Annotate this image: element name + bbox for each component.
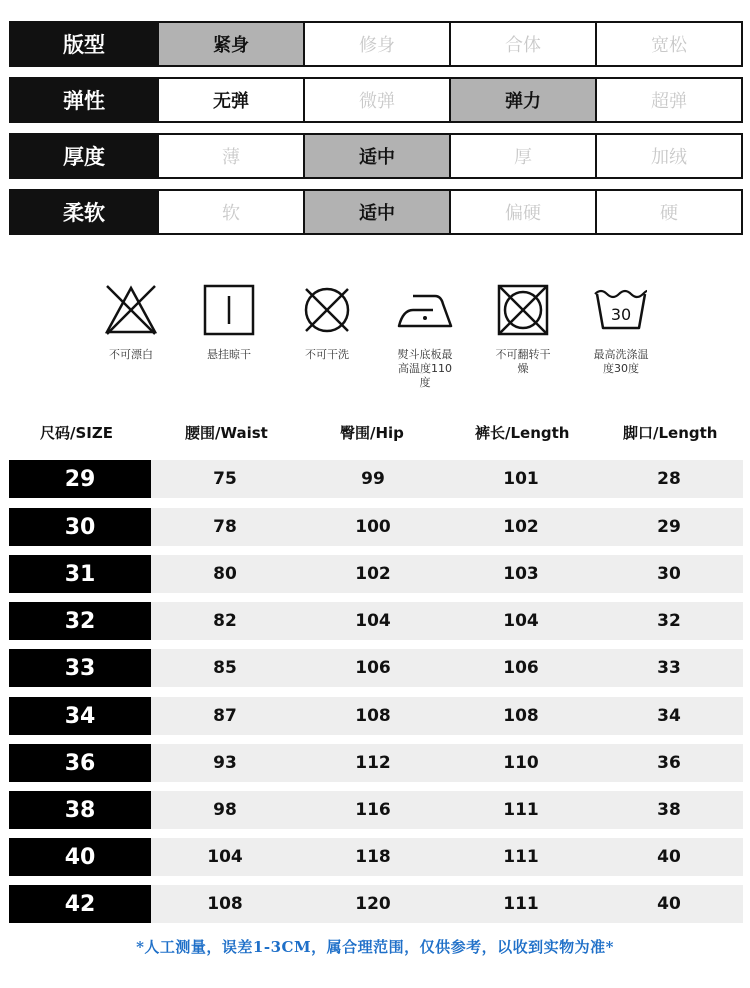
no-bleach-icon <box>103 282 159 338</box>
measurement-cell: 104 <box>503 611 539 631</box>
measurement-cell: 106 <box>503 658 539 678</box>
table-row <box>9 697 743 735</box>
measurement-cell: 106 <box>355 658 391 678</box>
size-header-size: 尺码/SIZE <box>40 424 113 442</box>
care-label: 不可翻转干燥 <box>495 348 551 375</box>
size-cell: 31 <box>9 555 151 593</box>
measurement-cell: 38 <box>657 800 681 820</box>
attribute-option: 硬 <box>597 191 741 233</box>
measurement-cell: 104 <box>207 847 243 867</box>
measurement-cell: 116 <box>355 800 391 820</box>
table-row <box>9 649 743 687</box>
attribute-option: 厚 <box>451 135 595 177</box>
measurement-cell: 102 <box>355 564 391 584</box>
size-header-hip: 臀围/Hip <box>340 424 404 442</box>
attribute-name: 弹性 <box>11 79 157 121</box>
care-label: 最高洗涤温度30度 <box>593 348 649 375</box>
iron-icon <box>395 282 455 338</box>
attribute-name: 版型 <box>11 23 157 65</box>
measurement-cells <box>151 508 743 546</box>
attribute-option: 微弹 <box>305 79 449 121</box>
size-cell: 38 <box>9 791 151 829</box>
care-label: 不可干洗 <box>305 348 349 361</box>
measurement-cell: 100 <box>355 517 391 537</box>
measurement-cell: 78 <box>213 517 237 537</box>
size-cell: 29 <box>9 460 151 498</box>
measurement-cell: 82 <box>213 611 237 631</box>
measurement-cells <box>151 697 743 735</box>
measurement-cell: 30 <box>657 564 681 584</box>
measurement-cell: 111 <box>503 800 539 820</box>
measurement-cell: 40 <box>657 847 681 867</box>
measurement-cell: 111 <box>503 847 539 867</box>
measurement-cell: 32 <box>657 611 681 631</box>
care-label: 不可漂白 <box>109 348 153 361</box>
table-row <box>9 791 743 829</box>
table-row <box>9 602 743 640</box>
size-cell: 34 <box>9 697 151 735</box>
attribute-option: 偏硬 <box>451 191 595 233</box>
size-header-hem: 脚口/Length <box>623 424 718 442</box>
attribute-option: 弹力 <box>451 79 595 121</box>
care-item-no-bleach <box>83 282 179 362</box>
measurement-cell: 111 <box>503 894 539 914</box>
measurement-cells <box>151 791 743 829</box>
wash-30-icon <box>591 282 651 338</box>
measurement-cell: 28 <box>657 469 681 489</box>
measurement-cell: 104 <box>355 611 391 631</box>
care-item-wash-30 <box>573 282 669 376</box>
measurement-cell: 40 <box>657 894 681 914</box>
measurement-cell: 101 <box>503 469 539 489</box>
table-row <box>9 508 743 546</box>
care-item-no-dry-clean <box>279 282 375 362</box>
attribute-option: 适中 <box>305 191 449 233</box>
hang-dry-icon <box>201 282 257 338</box>
attribute-row <box>9 77 743 123</box>
size-cell: 36 <box>9 744 151 782</box>
measurement-cells <box>151 838 743 876</box>
measurement-cell: 36 <box>657 753 681 773</box>
measurement-cells <box>151 744 743 782</box>
measurement-cell: 99 <box>361 469 385 489</box>
attribute-option: 软 <box>159 191 303 233</box>
measurement-cell: 112 <box>355 753 391 773</box>
size-cell: 30 <box>9 508 151 546</box>
measurement-cell: 87 <box>213 706 237 726</box>
measurement-cell: 33 <box>657 658 681 678</box>
measurement-note: *人工测量，误差1-3CM，属合理范围，仅供参考，以收到实物为准* <box>136 938 614 956</box>
measurement-cell: 110 <box>503 753 539 773</box>
attribute-option: 适中 <box>305 135 449 177</box>
table-row <box>9 885 743 923</box>
measurement-cell: 34 <box>657 706 681 726</box>
care-item-hang-dry <box>181 282 277 362</box>
attribute-option: 薄 <box>159 135 303 177</box>
measurement-cell: 80 <box>213 564 237 584</box>
measurement-cell: 75 <box>213 469 237 489</box>
measurement-cells <box>151 460 743 498</box>
table-row <box>9 838 743 876</box>
attribute-option: 宽松 <box>597 23 741 65</box>
attribute-option: 合体 <box>451 23 595 65</box>
measurement-cells <box>151 649 743 687</box>
attribute-option: 修身 <box>305 23 449 65</box>
measurement-cell: 108 <box>355 706 391 726</box>
size-cell: 40 <box>9 838 151 876</box>
measurement-cells <box>151 885 743 923</box>
wash-temp: 30 <box>610 305 632 324</box>
measurement-cell: 93 <box>213 753 237 773</box>
measurement-cell: 118 <box>355 847 391 867</box>
size-header-length: 裤长/Length <box>475 424 570 442</box>
table-row <box>9 555 743 593</box>
attribute-name: 柔软 <box>11 191 157 233</box>
no-tumble-dry-icon <box>495 282 551 338</box>
measurement-cell: 108 <box>207 894 243 914</box>
care-label: 悬挂晾干 <box>207 348 251 361</box>
measurement-cell: 102 <box>503 517 539 537</box>
size-cell: 33 <box>9 649 151 687</box>
measurement-cell: 29 <box>657 517 681 537</box>
care-item-iron <box>377 282 473 390</box>
table-row <box>9 460 743 498</box>
measurement-cells <box>151 555 743 593</box>
measurement-cell: 98 <box>213 800 237 820</box>
care-item-no-tumble-dry <box>475 282 571 376</box>
measurement-cells <box>151 602 743 640</box>
measurement-cell: 108 <box>503 706 539 726</box>
size-header-waist: 腰围/Waist <box>185 424 268 442</box>
attribute-row <box>9 21 743 67</box>
attribute-option: 紧身 <box>159 23 303 65</box>
measurement-cell: 120 <box>355 894 391 914</box>
attribute-row <box>9 133 743 179</box>
size-cell: 32 <box>9 602 151 640</box>
attribute-option: 加绒 <box>597 135 741 177</box>
no-dry-clean-icon <box>299 282 355 338</box>
attribute-row <box>9 189 743 235</box>
measurement-cell: 103 <box>503 564 539 584</box>
table-row <box>9 744 743 782</box>
attribute-name: 厚度 <box>11 135 157 177</box>
attribute-option: 无弹 <box>159 79 303 121</box>
size-cell: 42 <box>9 885 151 923</box>
attribute-option: 超弹 <box>597 79 741 121</box>
measurement-cell: 85 <box>213 658 237 678</box>
care-label: 熨斗底板最高温度110度 <box>397 348 453 389</box>
